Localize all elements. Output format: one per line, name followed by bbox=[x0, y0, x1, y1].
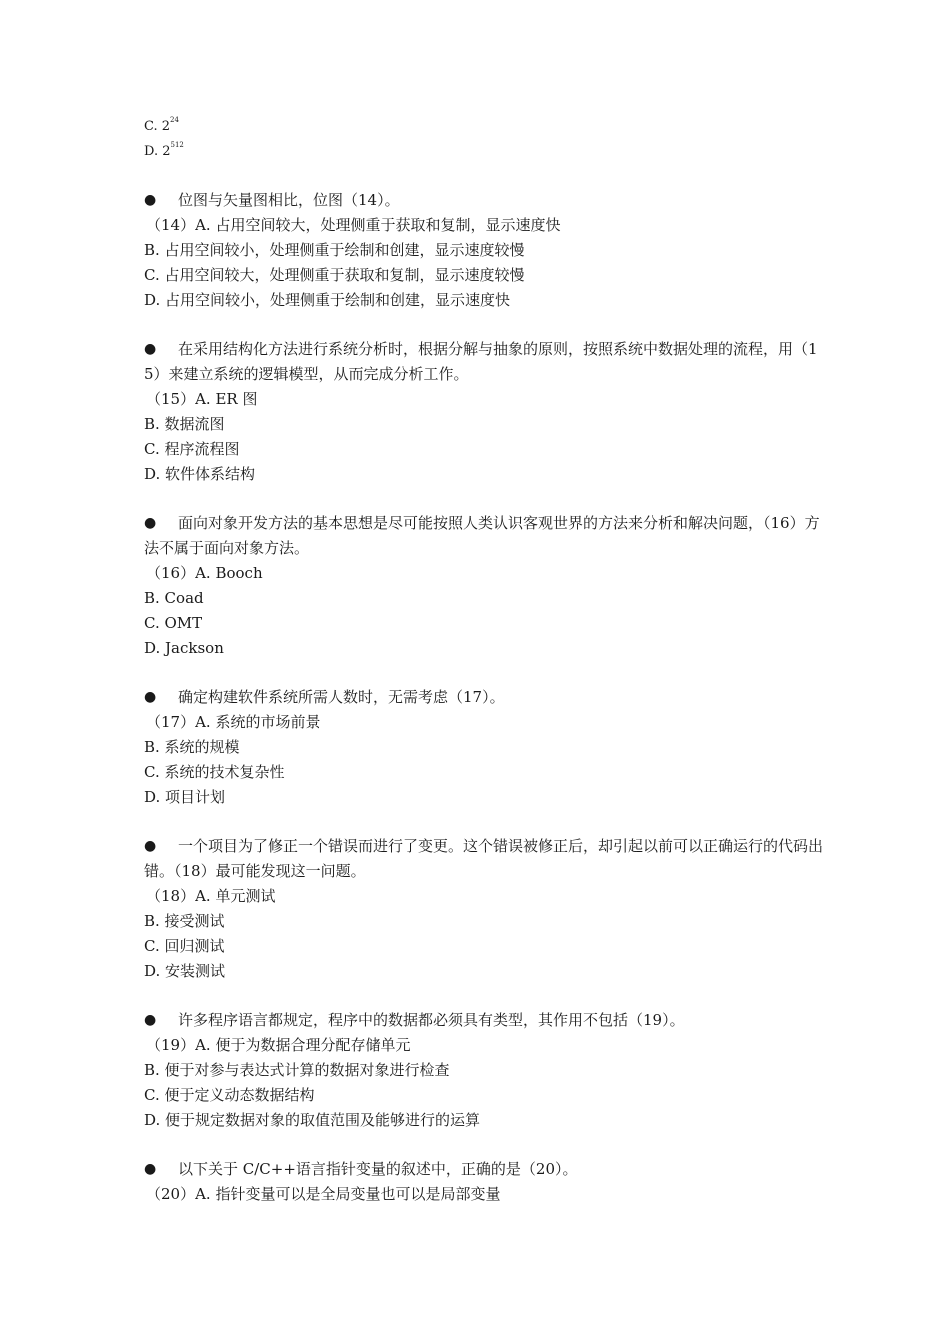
option-line: D. Jackson bbox=[144, 639, 224, 657]
option-line: B. Coad bbox=[144, 589, 204, 607]
option-line: B. 便于对参与表达式计算的数据对象进行检查 bbox=[144, 1061, 450, 1079]
option-line: B. 占用空间较小，处理侧重于绘制和创建，显示速度较慢 bbox=[144, 241, 525, 259]
question-20 bbox=[144, 1157, 824, 1207]
question-19 bbox=[144, 1008, 824, 1133]
option-line: C. 系统的技术复杂性 bbox=[144, 763, 285, 781]
option-line: D. 软件体系结构 bbox=[144, 465, 256, 483]
option-line: D. 安装测试 bbox=[144, 962, 226, 980]
option-line: C. 程序流程图 bbox=[144, 440, 240, 458]
option-line: （20）A. 指针变量可以是全局变量也可以是局部变量 bbox=[146, 1185, 501, 1203]
question-stem: ● 以下关于 C/C++语言指针变量的叙述中，正确的是（20）。 bbox=[144, 1157, 824, 1182]
option-line: （18）A. 单元测试 bbox=[146, 887, 276, 905]
question-18 bbox=[144, 834, 824, 984]
option-line: （14）A. 占用空间较大，处理侧重于获取和复制，显示速度快 bbox=[146, 216, 561, 234]
question-15 bbox=[144, 337, 824, 487]
option-line: C. 回归测试 bbox=[144, 937, 225, 955]
question-stem: ● 确定构建软件系统所需人数时，无需考虑（17）。 bbox=[144, 685, 824, 710]
bullet-icon: ● bbox=[144, 515, 157, 531]
question-stem: ● 面向对象开发方法的基本思想是尽可能按照人类认识客观世界的方法来分析和解决问题，（16）方法不属于面向对象方法。 bbox=[144, 511, 824, 561]
option-line: D. 便于规定数据对象的取值范围及能够进行的运算 bbox=[144, 1111, 481, 1129]
option-line: C. OMT bbox=[144, 614, 203, 632]
question-17 bbox=[144, 685, 824, 810]
option-line: B. 数据流图 bbox=[144, 415, 225, 433]
option-line: B. 系统的规模 bbox=[144, 738, 240, 756]
option-line bbox=[144, 139, 824, 164]
option-line: C. 占用空间较大，处理侧重于获取和复制，显示速度较慢 bbox=[144, 266, 525, 284]
exponent: 24 bbox=[170, 116, 179, 124]
bullet-icon: ● bbox=[144, 192, 157, 208]
option-text: C. 2 bbox=[144, 119, 171, 134]
option-line: D. 项目计划 bbox=[144, 788, 226, 806]
option-line: B. 接受测试 bbox=[144, 912, 225, 930]
option-line: D. 占用空间较小，处理侧重于绘制和创建，显示速度快 bbox=[144, 291, 511, 309]
document-page bbox=[144, 114, 824, 1207]
question-stem: ● 许多程序语言都规定，程序中的数据都必须具有类型，其作用不包括（19）。 bbox=[144, 1008, 824, 1033]
bullet-icon: ● bbox=[144, 838, 157, 854]
previous-question-options bbox=[144, 114, 824, 164]
option-text: D. 2 bbox=[144, 144, 171, 159]
exponent: 512 bbox=[170, 141, 184, 149]
bullet-icon: ● bbox=[144, 1012, 157, 1028]
option-line bbox=[144, 114, 824, 139]
bullet-icon: ● bbox=[144, 341, 157, 357]
question-16 bbox=[144, 511, 824, 661]
question-14 bbox=[144, 188, 824, 313]
bullet-icon: ● bbox=[144, 689, 157, 705]
question-stem: ● 位图与矢量图相比，位图（14）。 bbox=[144, 188, 824, 213]
option-line: C. 便于定义动态数据结构 bbox=[144, 1086, 315, 1104]
option-line: （15）A. ER 图 bbox=[146, 390, 258, 408]
bullet-icon: ● bbox=[144, 1161, 157, 1177]
question-stem: ● 一个项目为了修正一个错误而进行了变更。这个错误被修正后，却引起以前可以正确运行的代码出错。（18）最可能发现这一问题。 bbox=[144, 834, 824, 884]
question-stem: ● 在采用结构化方法进行系统分析时，根据分解与抽象的原则，按照系统中数据处理的流程，用（15）来建立系统的逻辑模型，从而完成分析工作。 bbox=[144, 337, 824, 387]
option-line: （16）A. Booch bbox=[146, 564, 263, 582]
option-line: （17）A. 系统的市场前景 bbox=[146, 713, 321, 731]
option-line: （19）A. 便于为数据合理分配存储单元 bbox=[146, 1036, 411, 1054]
